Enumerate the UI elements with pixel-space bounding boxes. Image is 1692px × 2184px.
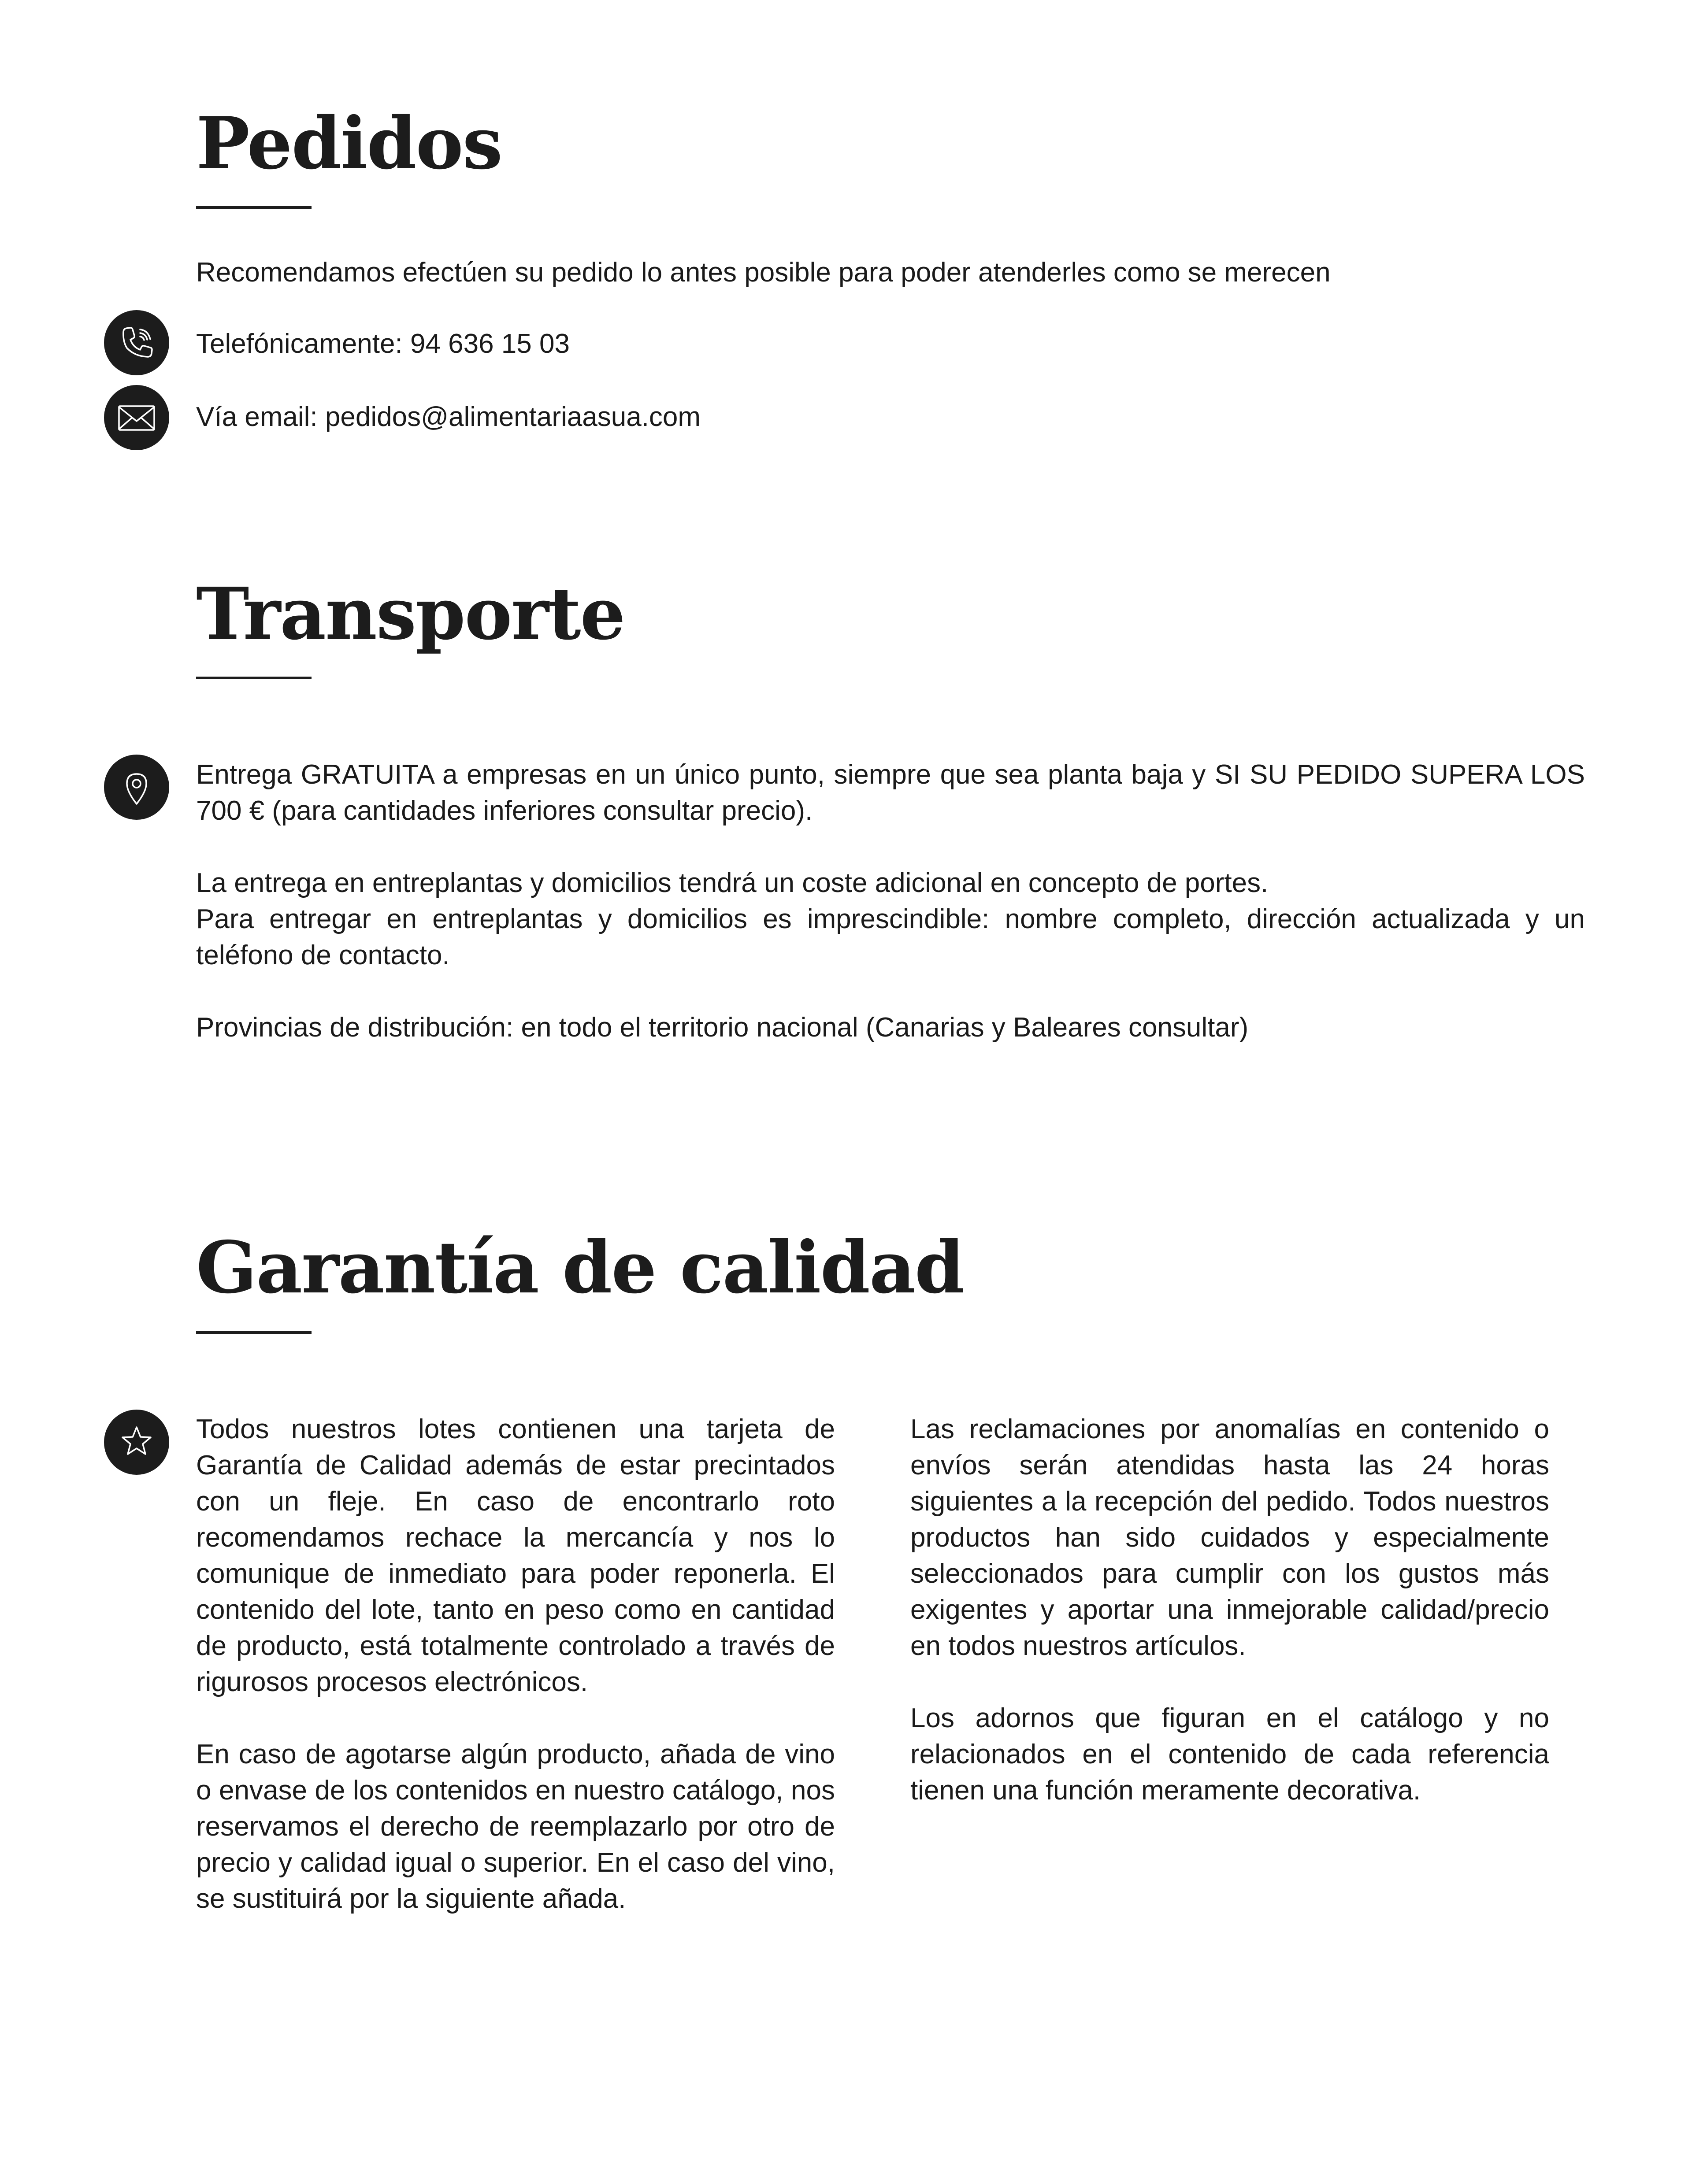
transporte-p2a: La entrega en entreplantas y domicilios tendrá un coste adicional en concepto de portes. <box>196 868 1269 898</box>
garantia-column-left <box>196 1411 835 1917</box>
star-icon <box>104 1410 169 1475</box>
transporte-p2b: Para entregar en entreplantas y domicilios es imprescindible: nombre completo, dirección actualizada y un teléfono de contacto. <box>196 904 1585 970</box>
garantia-heading-rule <box>196 1331 312 1334</box>
garantia-col2-p2: Los adornos que figuran en el catálogo y no relacionados en el contenido de cada referencia tienen una función meramente decorativa. <box>910 1703 1549 1806</box>
garantia-col2-p1: Las reclamaciones por anomalías en contenido o envíos serán atendidas hasta las 24 horas siguientes a la recepción del pedido. Todos nuestros productos han sido cuidados y especialmente seleccionados para cumplir con los gustos más exigentes y aportar una inmejorable calidad/precio en todos nuestros artículos. <box>910 1414 1549 1661</box>
email-line: Vía email: pedidos@alimentariaasua.com <box>196 402 701 432</box>
transporte-heading-rule <box>196 677 312 679</box>
pedidos-heading-rule <box>196 206 312 209</box>
garantia-column-right <box>910 1411 1549 1809</box>
phone-line: Telefónicamente: 94 636 15 03 <box>196 329 570 359</box>
garantia-heading: Garantía de calidad <box>196 1226 964 1310</box>
transporte-body <box>196 757 1585 1046</box>
envelope-icon <box>104 385 169 450</box>
transporte-heading: Transporte <box>196 572 625 656</box>
pedidos-intro: Recomendamos efectúen su pedido lo antes posible para poder atenderles como se merecen <box>196 257 1331 288</box>
transporte-p1: Entrega GRATUITA a empresas en un único punto, siempre que sea planta baja y SI SU PEDIDO SUPERA LOS 700 € (para cantidades inferiores consultar precio). <box>196 759 1585 826</box>
pedidos-heading: Pedidos <box>196 102 502 185</box>
garantia-col1-p2: En caso de agotarse algún producto, añada de vino o envase de los contenidos en nuestro catálogo, nos reservamos el derecho de reemplazarlo por otro de precio y calidad igual o superior. En el caso del vino, se sustituirá por la siguiente añada. <box>196 1739 835 1914</box>
location-pin-icon <box>104 755 169 820</box>
garantia-col1-p1: Todos nuestros lotes contienen una tarjeta de Garantía de Calidad además de estar precintados con un fleje. En caso de encontrarlo roto recomendamos rechace la mercancía y nos lo comunique de inmediato para poder reponerla. El contenido del lote, tanto en peso como en cantidad de producto, está totalmente controlado a través de rigurosos procesos electrónicos. <box>196 1414 835 1697</box>
transporte-p3: Provincias de distribución: en todo el territorio nacional (Canarias y Baleares consultar) <box>196 1012 1249 1043</box>
phone-icon <box>104 310 169 375</box>
